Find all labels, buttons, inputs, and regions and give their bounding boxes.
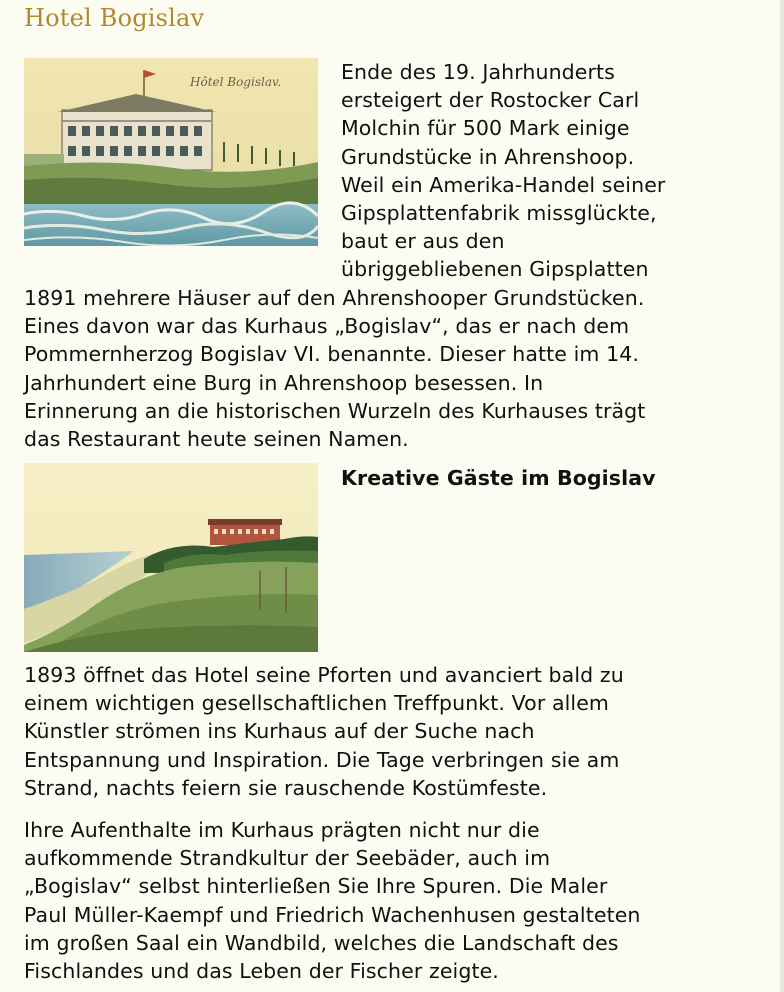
text-line: Molchin für 500 Mark einige	[341, 116, 630, 141]
text-line: Weil ein Amerika-Handel seiner	[341, 172, 666, 197]
section1-text-full-width	[24, 284, 645, 453]
text-line: baut er aus den	[341, 229, 505, 254]
text-line: Entspannung und Inspiration. Die Tage verbringen sie am	[24, 747, 620, 772]
text-line: das Restaurant heute seinen Namen.	[24, 427, 409, 452]
text-line: Jahrhundert eine Burg in Ahrenshoop besessen. In	[24, 370, 544, 395]
text-line: Grundstücke in Ahrenshoop.	[341, 144, 635, 169]
text-line: „Bogislav“ selbst hinterließen Sie Ihre Spuren. Die Maler	[24, 874, 608, 899]
section1-text-beside-image	[341, 58, 665, 284]
text-line: Erinnerung an die historischen Wurzeln des Kurhauses trägt	[24, 398, 646, 423]
text-line: aufkommende Strandkultur der Seebäder, auch im	[24, 846, 551, 871]
coast-postcard-image	[24, 463, 318, 652]
text-line: im großen Saal ein Wandbild, welches die Landschaft des	[24, 930, 619, 955]
text-line: Ende des 19. Jahrhunderts	[341, 60, 615, 84]
text-line: Künstler strömen ins Kurhaus auf der Suche nach	[24, 719, 535, 744]
text-line: Pommernherzog Bogislav VI. benannte. Dieser hatte im 14.	[24, 342, 639, 367]
text-line: 1891 mehrere Häuser auf den Ahrenshooper Grundstücken.	[24, 286, 645, 310]
text-line: 1893 öffnet das Hotel seine Pforten und avanciert bald zu	[24, 663, 624, 687]
section2-heading: Kreative Gäste im Bogislav	[341, 466, 656, 490]
section2-paragraph-2	[24, 816, 641, 985]
text-line: übriggebliebenen Gipsplatten	[341, 257, 649, 282]
text-line: ersteigert der Rostocker Carl	[341, 88, 640, 113]
hotel-postcard-image	[24, 58, 318, 246]
text-line: Ihre Aufenthalte im Kurhaus prägten nicht nur die	[24, 818, 540, 842]
text-line: einem wichtigen gesellschaftlichen Treffpunkt. Vor allem	[24, 691, 610, 716]
text-line: Strand, nachts feiern sie rauschende Kostümfeste.	[24, 775, 548, 800]
text-line: Gipsplattenfabrik missglückte,	[341, 201, 657, 226]
postcard-caption: Hôtel Bogislav.	[190, 75, 282, 89]
page-edge	[780, 0, 784, 992]
text-line: Paul Müller-Kaempf und Friedrich Wachenhusen gestalteten	[24, 902, 641, 927]
text-line: Eines davon war das Kurhaus „Bogislav“, das er nach dem	[24, 314, 630, 339]
section2-paragraph-1	[24, 661, 624, 802]
text-line: Fischlandes und das Leben der Fischer zeigte.	[24, 959, 499, 984]
page-title: Hotel Bogislav	[24, 4, 205, 32]
